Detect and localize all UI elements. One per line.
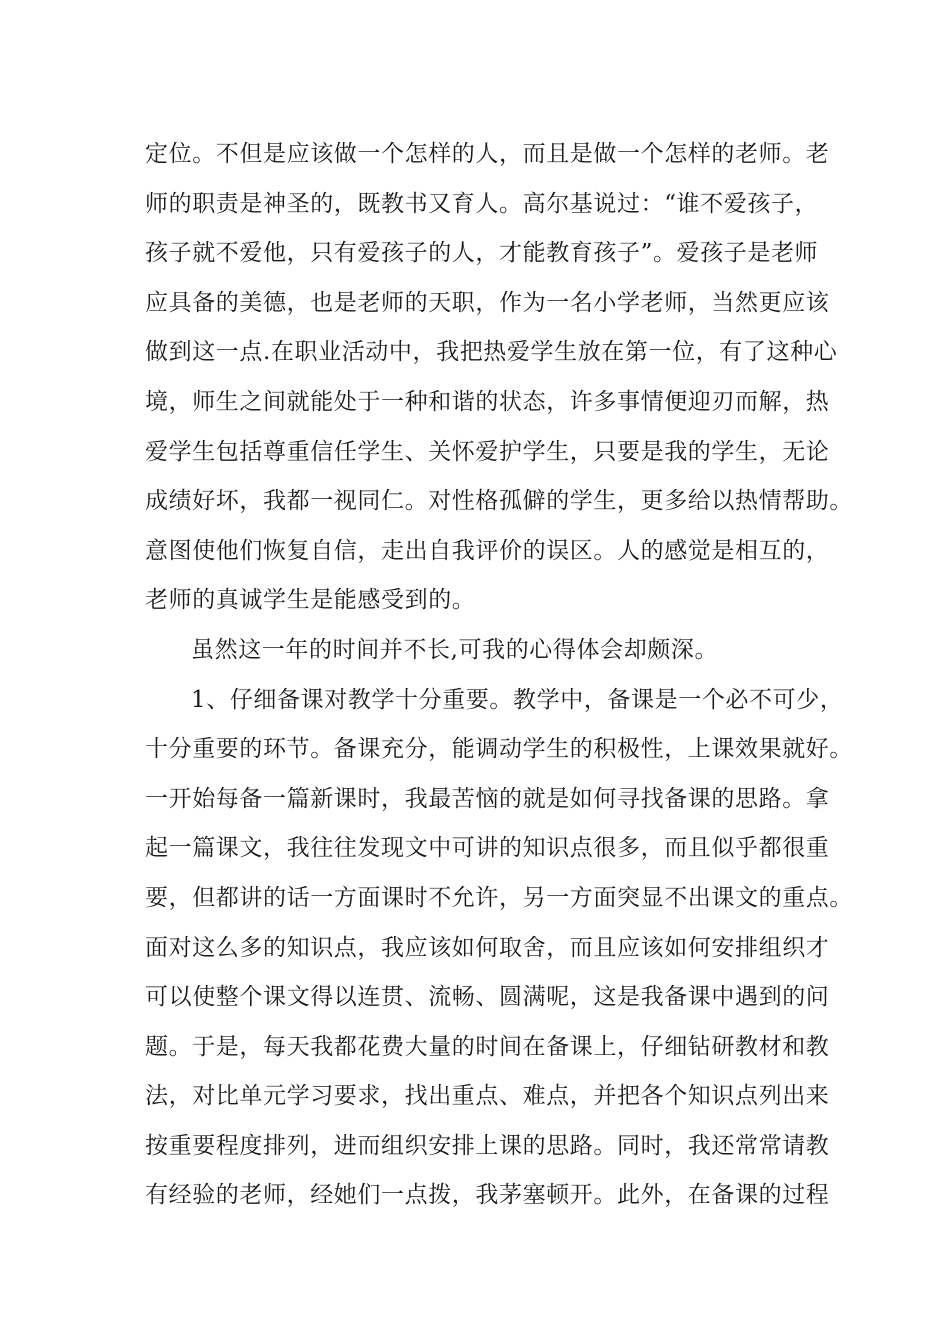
text-line: 应具备的美德，也是老师的天职，作为一名小学老师，当然更应该 — [145, 289, 830, 316]
text-line: 爱学生包括尊重信任学生、关怀爱护学生，只要是我的学生，无论 — [145, 438, 830, 465]
text-line: 一开始每备一篇新课时，我最苦恼的就是如何寻找备课的思路。拿 — [145, 785, 830, 812]
text-line: 题。于是，每天我都花费大量的时间在备课上，仔细钻研教材和教 — [145, 1033, 830, 1060]
text-line: 定位。不但是应该做一个怎样的人，而且是做一个怎样的老师。老 — [145, 141, 830, 167]
body-text — [145, 130, 853, 1221]
text-line: 面对这么多的知识点，我应该如何取舍，而且应该如何安排组织才 — [145, 934, 830, 961]
paragraph-start-line: 虽然这一年的时间并不长,可我的心得体会却颇深。 — [191, 636, 719, 663]
text-line: 意图使他们恢复自信，走出自我评价的误区。人的感觉是相互的， — [145, 537, 830, 564]
text-line: 十分重要的环节。备课充分，能调动学生的积极性，上课效果就好。 — [145, 736, 853, 763]
paragraph-start-line: 1、仔细备课对教学十分重要。教学中，备课是一个必不可少， — [191, 686, 844, 713]
text-line: 师的职责是神圣的，既教书又育人。高尔基说过：“谁不爱孩子， — [145, 190, 819, 217]
text-line: 境，师生之间就能处于一种和谐的状态，许多事情便迎刃而解，热 — [145, 388, 830, 415]
text-line: 按重要程度排列，进而组织安排上课的思路。同时，我还常常请教 — [145, 1132, 830, 1159]
text-line: 可以使整个课文得以连贯、流畅、圆满呢，这是我备课中遇到的问 — [145, 984, 830, 1011]
text-line: 成绩好坏，我都一视同仁。对性格孤僻的学生，更多给以热情帮助。 — [145, 488, 853, 515]
text-line: 要，但都讲的话一方面课时不允许，另一方面突显不出课文的重点。 — [145, 884, 853, 911]
text-line: 做到这一点.在职业活动中，我把热爱学生放在第一位，有了这种心 — [145, 339, 838, 366]
text-line: 起一篇课文，我往往发现文中可讲的知识点很多，而且似乎都很重 — [145, 835, 830, 862]
text-line: 法，对比单元学习要求，找出重点、难点，并把各个知识点列出来 — [145, 1083, 830, 1110]
text-line: 老师的真诚学生是能感受到的。 — [145, 587, 476, 614]
text-line: 孩子就不爱他，只有爱孩子的人，才能教育孩子”。爱孩子是老师 — [145, 240, 819, 267]
text-line: 有经验的老师，经她们一点拨，我茅塞顿开。此外，在备课的过程 — [145, 1182, 830, 1209]
